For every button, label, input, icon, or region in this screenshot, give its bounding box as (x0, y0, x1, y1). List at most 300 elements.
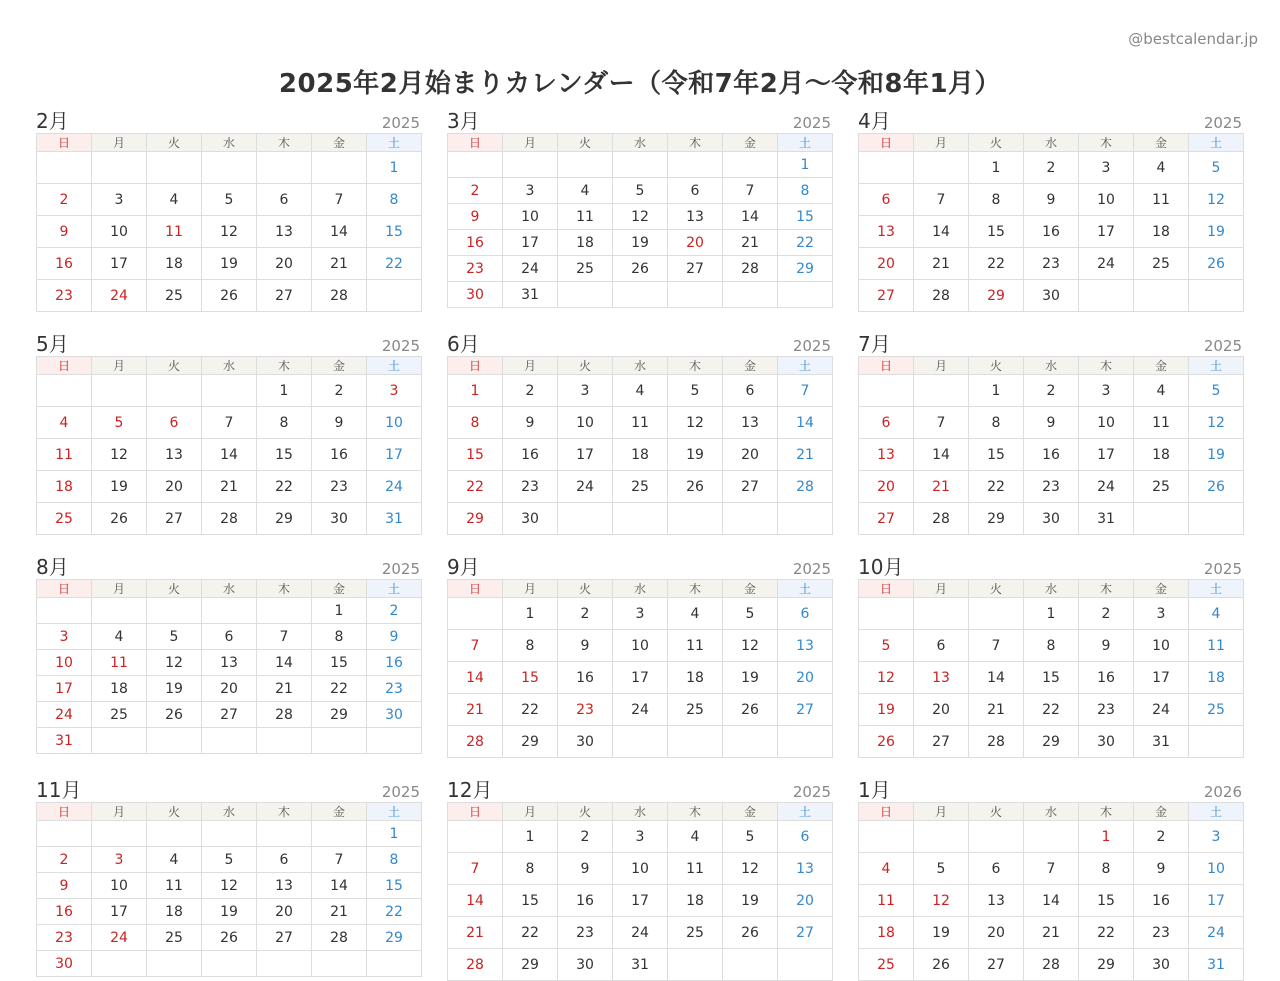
day-cell: 7 (778, 375, 833, 407)
day-cell: 11 (558, 204, 613, 230)
weekday-header: 火 (147, 134, 202, 152)
weekday-header-row (448, 134, 833, 152)
day-cell: 12 (1189, 407, 1244, 439)
weekday-header: 月 (503, 803, 558, 821)
month-calendar (858, 329, 1244, 535)
week-row (37, 728, 422, 754)
weekday-header: 木 (257, 134, 312, 152)
week-row (859, 152, 1244, 184)
day-cell: 12 (147, 650, 202, 676)
day-cell: 11 (37, 439, 92, 471)
month-name: 7月 (858, 332, 891, 356)
week-row (448, 949, 833, 981)
empty-day-cell (914, 821, 969, 853)
empty-day-cell (859, 821, 914, 853)
day-cell: 27 (969, 949, 1024, 981)
day-cell: 8 (367, 184, 422, 216)
day-cell: 24 (1134, 694, 1189, 726)
day-cell: 1 (312, 598, 367, 624)
day-cell: 10 (613, 853, 668, 885)
day-cell: 5 (613, 178, 668, 204)
day-cell: 28 (1024, 949, 1079, 981)
empty-day-cell (147, 598, 202, 624)
day-cell: 10 (503, 204, 558, 230)
day-cell: 22 (367, 899, 422, 925)
day-cell: 28 (778, 471, 833, 503)
day-cell: 20 (859, 471, 914, 503)
day-cell: 8 (448, 407, 503, 439)
weekday-header: 月 (914, 357, 969, 375)
page-title: 2025年2月始まりカレンダー（令和7年2月〜令和8年1月） (278, 69, 1002, 100)
day-cell: 14 (312, 873, 367, 899)
empty-day-cell (92, 951, 147, 977)
day-cell: 28 (202, 503, 257, 535)
weekday-header: 月 (914, 580, 969, 598)
day-cell: 10 (1079, 184, 1134, 216)
day-cell: 24 (92, 280, 147, 312)
day-cell: 24 (1079, 248, 1134, 280)
empty-day-cell (367, 951, 422, 977)
weekday-header: 水 (1024, 134, 1079, 152)
day-cell: 26 (723, 694, 778, 726)
week-row (448, 885, 833, 917)
weekday-header: 土 (778, 803, 833, 821)
empty-day-cell (859, 152, 914, 184)
day-cell: 2 (448, 178, 503, 204)
day-cell: 19 (859, 694, 914, 726)
day-cell: 5 (859, 630, 914, 662)
week-row (859, 598, 1244, 630)
day-cell: 4 (668, 821, 723, 853)
month-header (36, 106, 422, 133)
day-cell: 7 (969, 630, 1024, 662)
day-cell: 21 (969, 694, 1024, 726)
day-cell: 16 (312, 439, 367, 471)
day-cell: 12 (914, 885, 969, 917)
day-cell: 1 (1024, 598, 1079, 630)
day-cell: 4 (37, 407, 92, 439)
weekday-header: 土 (1189, 134, 1244, 152)
day-cell: 26 (1189, 248, 1244, 280)
month-name: 6月 (447, 332, 480, 356)
month-header (447, 775, 833, 802)
week-row (859, 503, 1244, 535)
day-cell: 23 (312, 471, 367, 503)
day-cell: 30 (558, 949, 613, 981)
day-cell: 28 (914, 280, 969, 312)
day-cell: 4 (1134, 152, 1189, 184)
day-cell: 11 (668, 853, 723, 885)
day-cell: 24 (367, 471, 422, 503)
empty-day-cell (859, 375, 914, 407)
weekday-header: 火 (558, 580, 613, 598)
month-name: 10月 (858, 555, 904, 579)
day-cell: 24 (92, 925, 147, 951)
weekday-header: 水 (1024, 803, 1079, 821)
day-cell: 1 (503, 598, 558, 630)
weekday-header: 火 (558, 803, 613, 821)
empty-day-cell (668, 949, 723, 981)
week-row (448, 282, 833, 308)
day-cell: 8 (969, 184, 1024, 216)
day-cell: 25 (859, 949, 914, 981)
month-year: 2025 (381, 337, 420, 355)
empty-day-cell (558, 503, 613, 535)
month-year: 2025 (792, 560, 831, 578)
day-cell: 13 (723, 407, 778, 439)
month-name: 5月 (36, 332, 69, 356)
day-cell: 7 (914, 184, 969, 216)
day-cell: 13 (257, 216, 312, 248)
day-cell: 7 (914, 407, 969, 439)
day-cell: 14 (448, 885, 503, 917)
day-cell: 3 (367, 375, 422, 407)
month-name: 12月 (447, 778, 493, 802)
day-cell: 31 (37, 728, 92, 754)
day-cell: 19 (613, 230, 668, 256)
weekday-header: 火 (969, 357, 1024, 375)
day-cell: 29 (503, 949, 558, 981)
empty-day-cell (202, 821, 257, 847)
day-cell: 27 (668, 256, 723, 282)
day-cell: 15 (503, 885, 558, 917)
weekday-header-row (37, 580, 422, 598)
empty-day-cell (969, 821, 1024, 853)
empty-day-cell (257, 951, 312, 977)
day-cell: 20 (257, 899, 312, 925)
weekday-header-row (448, 580, 833, 598)
week-row (37, 471, 422, 503)
day-cell: 16 (367, 650, 422, 676)
day-cell: 24 (37, 702, 92, 728)
day-cell: 24 (613, 694, 668, 726)
day-cell: 17 (558, 439, 613, 471)
month-table (36, 133, 422, 312)
month-year: 2025 (1203, 337, 1242, 355)
empty-day-cell (92, 821, 147, 847)
day-cell: 9 (558, 630, 613, 662)
week-row (37, 951, 422, 977)
day-cell: 8 (367, 847, 422, 873)
day-cell: 21 (914, 248, 969, 280)
day-cell: 25 (1134, 471, 1189, 503)
day-cell: 7 (202, 407, 257, 439)
day-cell: 18 (859, 917, 914, 949)
week-row (859, 471, 1244, 503)
empty-day-cell (1079, 280, 1134, 312)
month-table (447, 133, 833, 308)
day-cell: 23 (367, 676, 422, 702)
day-cell: 11 (859, 885, 914, 917)
weekday-header: 金 (723, 134, 778, 152)
month-calendar (447, 106, 833, 312)
day-cell: 13 (147, 439, 202, 471)
day-cell: 3 (1134, 598, 1189, 630)
empty-day-cell (613, 503, 668, 535)
day-cell: 2 (558, 821, 613, 853)
day-cell: 5 (1189, 152, 1244, 184)
day-cell: 18 (92, 676, 147, 702)
day-cell: 8 (503, 630, 558, 662)
day-cell: 30 (1024, 280, 1079, 312)
day-cell: 13 (778, 853, 833, 885)
week-row (448, 503, 833, 535)
weekday-header: 金 (1134, 580, 1189, 598)
day-cell: 2 (37, 184, 92, 216)
day-cell: 12 (1189, 184, 1244, 216)
empty-day-cell (92, 728, 147, 754)
week-row (37, 184, 422, 216)
week-row (859, 949, 1244, 981)
day-cell: 4 (92, 624, 147, 650)
week-row (37, 821, 422, 847)
week-row (859, 821, 1244, 853)
day-cell: 9 (1134, 853, 1189, 885)
day-cell: 3 (558, 375, 613, 407)
weekday-header: 土 (778, 357, 833, 375)
weekday-header: 土 (1189, 803, 1244, 821)
day-cell: 10 (1079, 407, 1134, 439)
weekday-header: 火 (969, 134, 1024, 152)
week-row (859, 917, 1244, 949)
day-cell: 9 (312, 407, 367, 439)
day-cell: 9 (1024, 407, 1079, 439)
weekday-header: 木 (257, 803, 312, 821)
month-calendar (447, 552, 833, 758)
day-cell: 26 (202, 925, 257, 951)
week-row (859, 662, 1244, 694)
day-cell: 29 (503, 726, 558, 758)
day-cell: 2 (558, 598, 613, 630)
day-cell: 25 (1134, 248, 1189, 280)
weekday-header: 木 (668, 134, 723, 152)
day-cell: 14 (1024, 885, 1079, 917)
weekday-header: 土 (367, 803, 422, 821)
day-cell: 16 (448, 230, 503, 256)
weekday-header: 木 (1079, 803, 1134, 821)
day-cell: 31 (1079, 503, 1134, 535)
day-cell: 11 (1134, 184, 1189, 216)
day-cell: 12 (202, 216, 257, 248)
empty-day-cell (969, 598, 1024, 630)
week-row (448, 726, 833, 758)
day-cell: 15 (367, 216, 422, 248)
week-row (37, 280, 422, 312)
week-row (37, 676, 422, 702)
day-cell: 3 (37, 624, 92, 650)
day-cell: 13 (202, 650, 257, 676)
day-cell: 4 (147, 184, 202, 216)
week-row (859, 439, 1244, 471)
day-cell: 28 (257, 702, 312, 728)
week-row (448, 471, 833, 503)
month-name: 8月 (36, 555, 69, 579)
day-cell: 3 (92, 184, 147, 216)
day-cell: 15 (1024, 662, 1079, 694)
month-table (447, 579, 833, 758)
month-header (447, 552, 833, 579)
empty-day-cell (668, 282, 723, 308)
day-cell: 24 (1189, 917, 1244, 949)
day-cell: 21 (723, 230, 778, 256)
day-cell: 12 (92, 439, 147, 471)
empty-day-cell (257, 728, 312, 754)
day-cell: 22 (503, 694, 558, 726)
day-cell: 27 (723, 471, 778, 503)
day-cell: 1 (969, 375, 1024, 407)
empty-day-cell (859, 598, 914, 630)
day-cell: 12 (668, 407, 723, 439)
day-cell: 12 (859, 662, 914, 694)
day-cell: 11 (613, 407, 668, 439)
weekday-header: 日 (448, 803, 503, 821)
month-header (447, 329, 833, 356)
month-year: 2025 (792, 337, 831, 355)
month-table (36, 802, 422, 977)
day-cell: 17 (92, 248, 147, 280)
week-row (37, 375, 422, 407)
day-cell: 25 (668, 694, 723, 726)
empty-day-cell (1134, 280, 1189, 312)
day-cell: 26 (723, 917, 778, 949)
weekday-header: 火 (147, 357, 202, 375)
empty-day-cell (778, 726, 833, 758)
month-name: 4月 (858, 109, 891, 133)
day-cell: 28 (969, 726, 1024, 758)
day-cell: 6 (914, 630, 969, 662)
empty-day-cell (448, 821, 503, 853)
day-cell: 21 (448, 694, 503, 726)
month-header (858, 552, 1244, 579)
site-watermark: @bestcalendar.jp (1128, 30, 1258, 48)
day-cell: 13 (859, 439, 914, 471)
day-cell: 14 (257, 650, 312, 676)
day-cell: 12 (723, 853, 778, 885)
empty-day-cell (723, 726, 778, 758)
empty-day-cell (37, 152, 92, 184)
empty-day-cell (1189, 726, 1244, 758)
day-cell: 28 (914, 503, 969, 535)
week-row (448, 439, 833, 471)
day-cell: 9 (448, 204, 503, 230)
weekday-header-row (37, 357, 422, 375)
day-cell: 10 (558, 407, 613, 439)
weekday-header: 木 (1079, 134, 1134, 152)
day-cell: 6 (859, 407, 914, 439)
day-cell: 12 (202, 873, 257, 899)
month-calendar (447, 329, 833, 535)
weekday-header: 金 (312, 134, 367, 152)
month-name: 11月 (36, 778, 82, 802)
weekday-header: 水 (202, 357, 257, 375)
month-table (447, 356, 833, 535)
month-header (36, 552, 422, 579)
day-cell: 30 (503, 503, 558, 535)
day-cell: 8 (257, 407, 312, 439)
week-row (448, 821, 833, 853)
week-row (448, 204, 833, 230)
day-cell: 10 (92, 216, 147, 248)
day-cell: 27 (202, 702, 257, 728)
day-cell: 19 (202, 899, 257, 925)
day-cell: 14 (448, 662, 503, 694)
day-cell: 21 (312, 248, 367, 280)
day-cell: 9 (1079, 630, 1134, 662)
empty-day-cell (778, 949, 833, 981)
day-cell: 23 (1134, 917, 1189, 949)
day-cell: 31 (503, 282, 558, 308)
day-cell: 5 (147, 624, 202, 650)
day-cell: 16 (558, 885, 613, 917)
day-cell: 23 (37, 925, 92, 951)
day-cell: 16 (1024, 216, 1079, 248)
weekday-header: 日 (859, 134, 914, 152)
weekday-header: 火 (147, 803, 202, 821)
week-row (859, 375, 1244, 407)
day-cell: 5 (914, 853, 969, 885)
day-cell: 2 (1024, 375, 1079, 407)
day-cell: 10 (613, 630, 668, 662)
day-cell: 29 (969, 280, 1024, 312)
day-cell: 6 (969, 853, 1024, 885)
empty-day-cell (1024, 821, 1079, 853)
day-cell: 30 (1024, 503, 1079, 535)
day-cell: 18 (37, 471, 92, 503)
day-cell: 14 (914, 439, 969, 471)
month-year: 2025 (1203, 560, 1242, 578)
day-cell: 20 (257, 248, 312, 280)
day-cell: 28 (312, 280, 367, 312)
month-calendar (858, 106, 1244, 312)
day-cell: 3 (613, 821, 668, 853)
day-cell: 13 (969, 885, 1024, 917)
day-cell: 1 (503, 821, 558, 853)
weekday-header: 月 (503, 580, 558, 598)
weekday-header: 月 (914, 803, 969, 821)
day-cell: 15 (778, 204, 833, 230)
empty-day-cell (778, 282, 833, 308)
day-cell: 29 (778, 256, 833, 282)
day-cell: 9 (367, 624, 422, 650)
day-cell: 15 (257, 439, 312, 471)
day-cell: 19 (1189, 439, 1244, 471)
day-cell: 8 (969, 407, 1024, 439)
day-cell: 28 (448, 726, 503, 758)
month-table (858, 579, 1244, 758)
weekday-header: 月 (92, 134, 147, 152)
day-cell: 10 (367, 407, 422, 439)
day-cell: 18 (147, 248, 202, 280)
weekday-header: 日 (448, 134, 503, 152)
weekday-header: 木 (668, 803, 723, 821)
day-cell: 19 (92, 471, 147, 503)
day-cell: 1 (367, 821, 422, 847)
month-name: 9月 (447, 555, 480, 579)
day-cell: 22 (1079, 917, 1134, 949)
weekday-header: 水 (613, 580, 668, 598)
week-row (448, 662, 833, 694)
empty-day-cell (914, 598, 969, 630)
month-header (447, 106, 833, 133)
empty-day-cell (312, 728, 367, 754)
day-cell: 6 (723, 375, 778, 407)
week-row (37, 925, 422, 951)
weekday-header: 木 (257, 580, 312, 598)
weekday-header: 金 (1134, 357, 1189, 375)
day-cell: 17 (503, 230, 558, 256)
day-cell: 8 (1079, 853, 1134, 885)
day-cell: 27 (257, 925, 312, 951)
